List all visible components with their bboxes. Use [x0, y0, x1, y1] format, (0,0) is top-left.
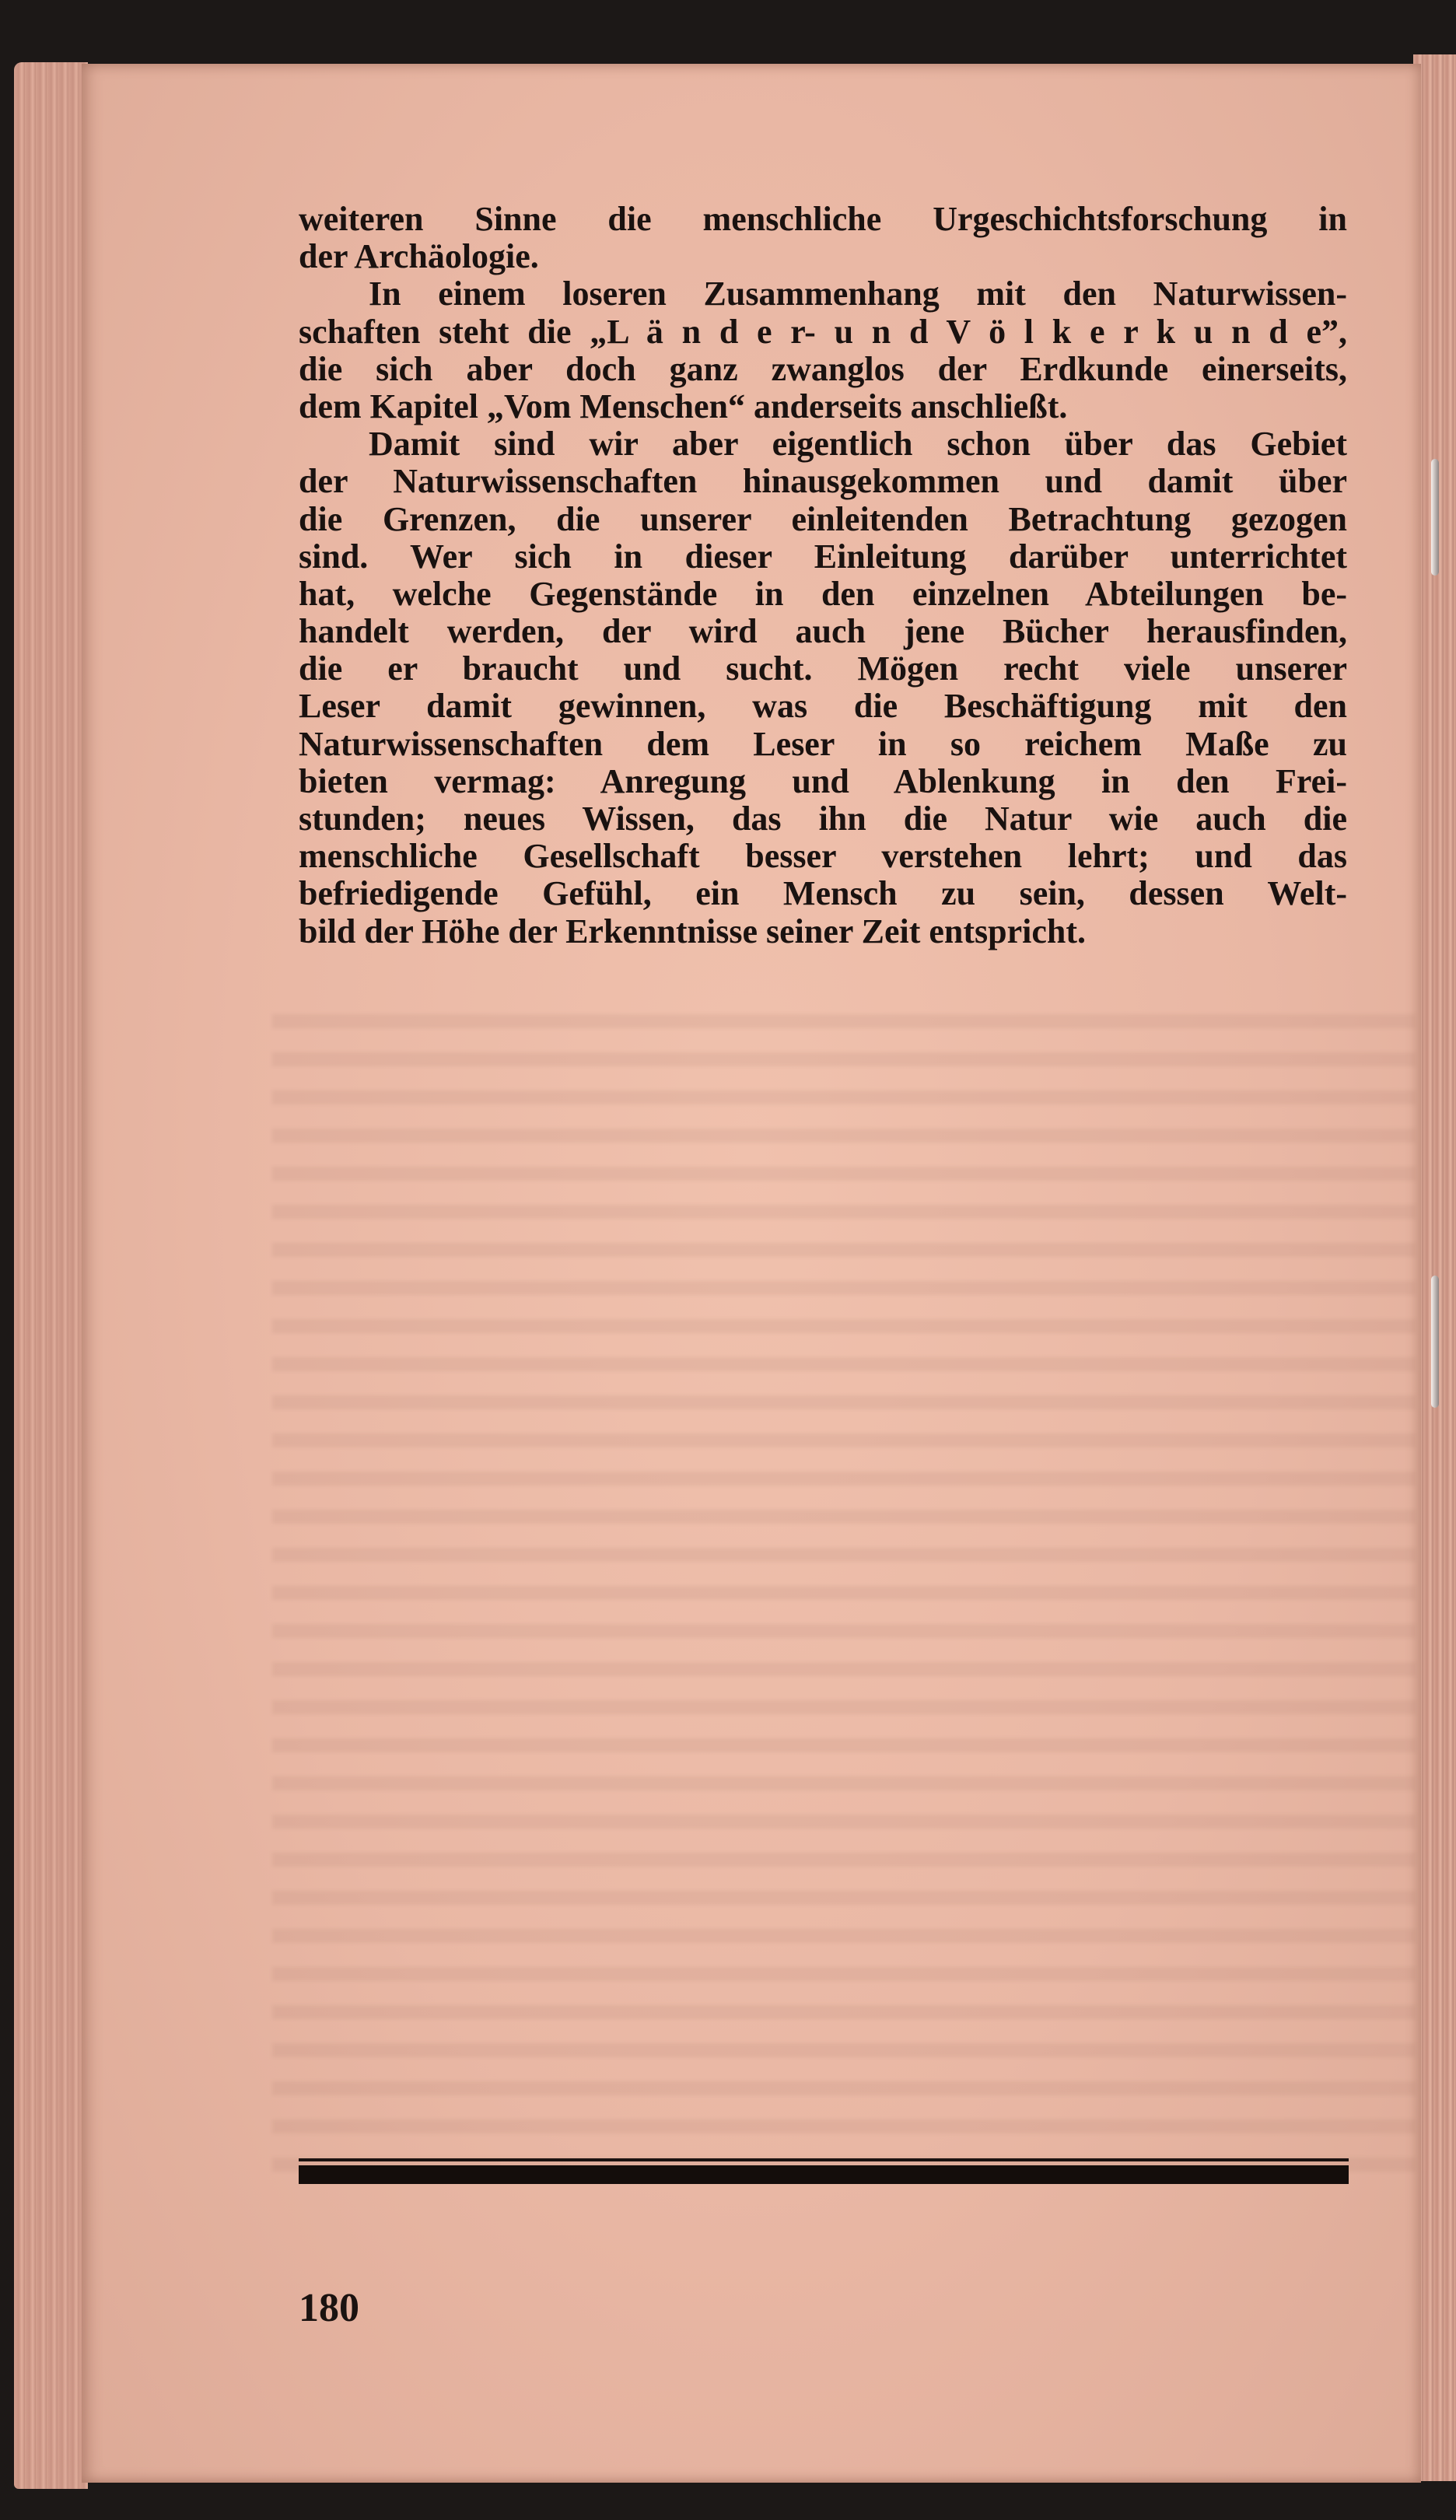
text-line: Leser damit gewinnen, was die Beschäftigung mit den [299, 687, 1347, 726]
text-line: Naturwissenschaften dem Leser in so reichem Maße zu [299, 724, 1347, 763]
text-line: der Naturwissenschaften hinausgekommen und damit über [299, 462, 1347, 501]
show-through-text [272, 1005, 1416, 2172]
text-line: hat, welche Gegenstände in den einzelnen Abteilungen be- [299, 574, 1347, 613]
footer-rule-thick [299, 2165, 1349, 2184]
text-line: bild der Höhe der Erkenntnisse seiner Zeit entspricht. [299, 912, 1087, 950]
text-line: dem Kapitel „Vom Menschen“ anderseits anschließt. [299, 387, 1068, 425]
paper-clip [1431, 1276, 1439, 1408]
text-line: befriedigende Gefühl, ein Mensch zu sein, dessen Welt- [299, 874, 1347, 913]
text-line: In einem loseren Zusammenhang mit den Naturwissen- [369, 275, 1347, 313]
page-edges-left [14, 62, 88, 2489]
text-line: stunden; neues Wissen, das ihn die Natur wie auch die [299, 800, 1347, 838]
paper-clip [1431, 459, 1439, 576]
text-line: weiteren Sinne die menschliche Urgeschichtsforschung in [299, 200, 1347, 238]
text-line: menschliche Gesellschaft besser verstehen lehrt; und das [299, 837, 1347, 876]
text-line: sind. Wer sich in dieser Einleitung darüber unterrichtet [299, 537, 1347, 576]
text-line: die er braucht und sucht. Mögen recht viele unserer [299, 649, 1347, 688]
text-line: Damit sind wir aber eigentlich schon über das Gebiet [369, 425, 1347, 464]
footer-rule-thin [299, 2158, 1349, 2161]
page-number: 180 [299, 2286, 359, 2330]
text-line: der Archäologie. [299, 237, 539, 276]
body-text [299, 201, 1347, 950]
text-line: handelt werden, der wird auch jene Bücher herausfinden, [299, 612, 1347, 651]
text-line: die sich aber doch ganz zwanglos der Erdkunde einerseits, [299, 349, 1347, 388]
text-line: schaften steht die „L ä n d e r- u n d V ö l k e r k u n d e”, [299, 312, 1347, 351]
text-line: die Grenzen, die unserer einleitenden Betrachtung gezogen [299, 499, 1347, 538]
text-line: bieten vermag: Anregung und Ablenkung in den Frei- [299, 761, 1347, 800]
